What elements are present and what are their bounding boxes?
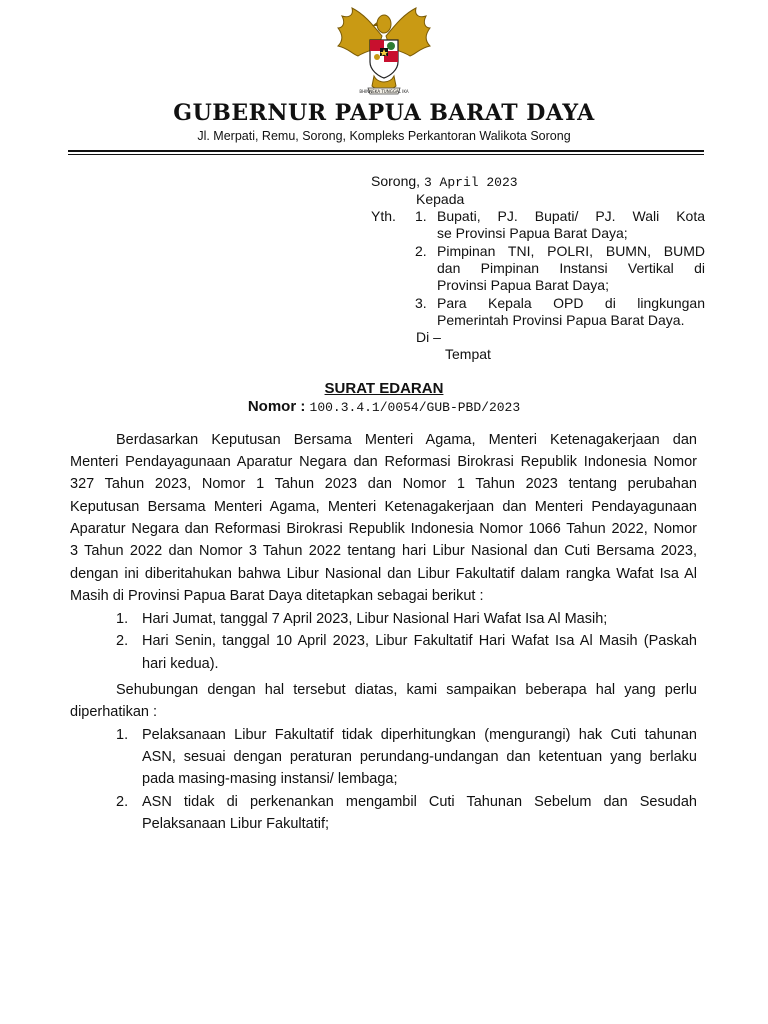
tempat-label: Tempat	[445, 346, 491, 362]
recipient-num: 3.	[415, 295, 427, 311]
document-title: SURAT EDARAN	[324, 380, 444, 397]
nomor-label: Nomor :	[247, 398, 306, 415]
kepada-label: Kepada	[416, 191, 465, 207]
list-item: ASN, sesuai dengan peraturan perundang-undangan dan ketentuan yang berlaku	[142, 749, 697, 765]
list-item: Pelaksanaan Libur Fakultatif tidak diperhitungkan (mengurangi) hak Cuti tahunan	[142, 727, 697, 743]
letterhead-address: Jl. Merpati, Remu, Sorong, Kompleks Perkantoran Walikota Sorong	[197, 129, 571, 143]
list-item: Pelaksanaan Libur Fakultatif;	[142, 816, 329, 832]
nomor-value: 100.3.4.1/0054/GUB-PBD/2023	[309, 400, 521, 415]
recipient-line: Pimpinan TNI, POLRI, BUMN, BUMD	[437, 243, 705, 259]
di-label: Di –	[416, 329, 441, 345]
recipient-line: dan Pimpinan Instansi Vertikal di	[437, 260, 705, 276]
list-item: Hari Jumat, tanggal 7 April 2023, Libur Nasional Hari Wafat Isa Al Masih;	[142, 611, 608, 627]
garuda-emblem-icon	[334, 6, 434, 98]
recipient-num: 2.	[415, 243, 427, 259]
list-item: Hari Senin, tanggal 10 April 2023, Libur Fakultatif Hari Wafat Isa Al Masih (Paskah	[142, 633, 697, 649]
list-item: hari kedua).	[142, 656, 219, 672]
letterhead-rule-thick	[68, 150, 704, 152]
paragraph-line: Menteri Pendayagunaan Aparatur Negara dan Reformasi Birokrasi Republik Indonesia Nomor	[70, 454, 697, 470]
paragraph-line: Aparatur Negara dan Reformasi Birokrasi Republik Indonesia Nomor 1066 Tahun 2022, Nomor	[70, 521, 697, 537]
recipient-line: Pemerintah Provinsi Papua Barat Daya.	[437, 312, 685, 328]
recipient-line: Bupati, PJ. Bupati/ PJ. Wali Kota	[437, 208, 705, 224]
date-prefix: Sorong,	[371, 173, 421, 189]
yth-label: Yth.	[371, 208, 396, 224]
list-item: ASN tidak di perkenankan mengambil Cuti Tahunan Sebelum dan Sesudah	[142, 794, 697, 810]
document-number	[0, 398, 768, 415]
letterhead-title: GUBERNUR PAPUA BARAT DAYA	[173, 100, 595, 126]
paragraph-line: Keputusan Bersama Menteri Agama, Menteri Ketenagakerjaan dan Menteri Pendayagunaan	[70, 499, 697, 515]
list-number: 2.	[116, 794, 129, 810]
svg-text:BHINNEKA TUNGGAL IKA: BHINNEKA TUNGGAL IKA	[359, 89, 409, 94]
recipient-line: Provinsi Papua Barat Daya;	[437, 277, 609, 293]
paragraph-line: diperhatikan :	[70, 704, 158, 720]
paragraph-line: 327 Tahun 2023, Nomor 1 Tahun 2023 dan Nomor 1 Tahun 2023 tentang perubahan	[70, 476, 697, 492]
paragraph-line: dengan ini diberitahukan bahwa Libur Nasional dan Libur Fakultatif dalam rangka Wafat Isa Al	[70, 566, 697, 582]
list-number: 2.	[116, 633, 129, 649]
list-number: 1.	[116, 611, 129, 627]
letterhead-rule-thin	[68, 154, 704, 155]
recipient-line: se Provinsi Papua Barat Daya;	[437, 225, 628, 241]
paragraph-line: Sehubungan dengan hal tersebut diatas, kami sampaikan beberapa hal yang perlu	[116, 682, 697, 698]
recipient-num: 1.	[415, 208, 427, 224]
paragraph-line: Masih di Provinsi Papua Barat Daya ditetapkan sebagai berikut :	[70, 588, 484, 604]
letter-date-line	[371, 173, 518, 191]
paragraph-line: Berdasarkan Keputusan Bersama Menteri Agama, Menteri Ketenagakerjaan dan	[116, 432, 697, 448]
list-item: pada masing-masing instansi/ lembaga;	[142, 771, 398, 787]
letter-date: 3 April 2023	[423, 175, 518, 190]
list-number: 1.	[116, 727, 129, 743]
recipient-line: Para Kepala OPD di lingkungan	[437, 295, 705, 311]
paragraph-line: 3 Tahun 2022 dan Nomor 3 Tahun 2022 tentang hari Libur Nasional dan Cuti Bersama 2023,	[70, 543, 697, 559]
